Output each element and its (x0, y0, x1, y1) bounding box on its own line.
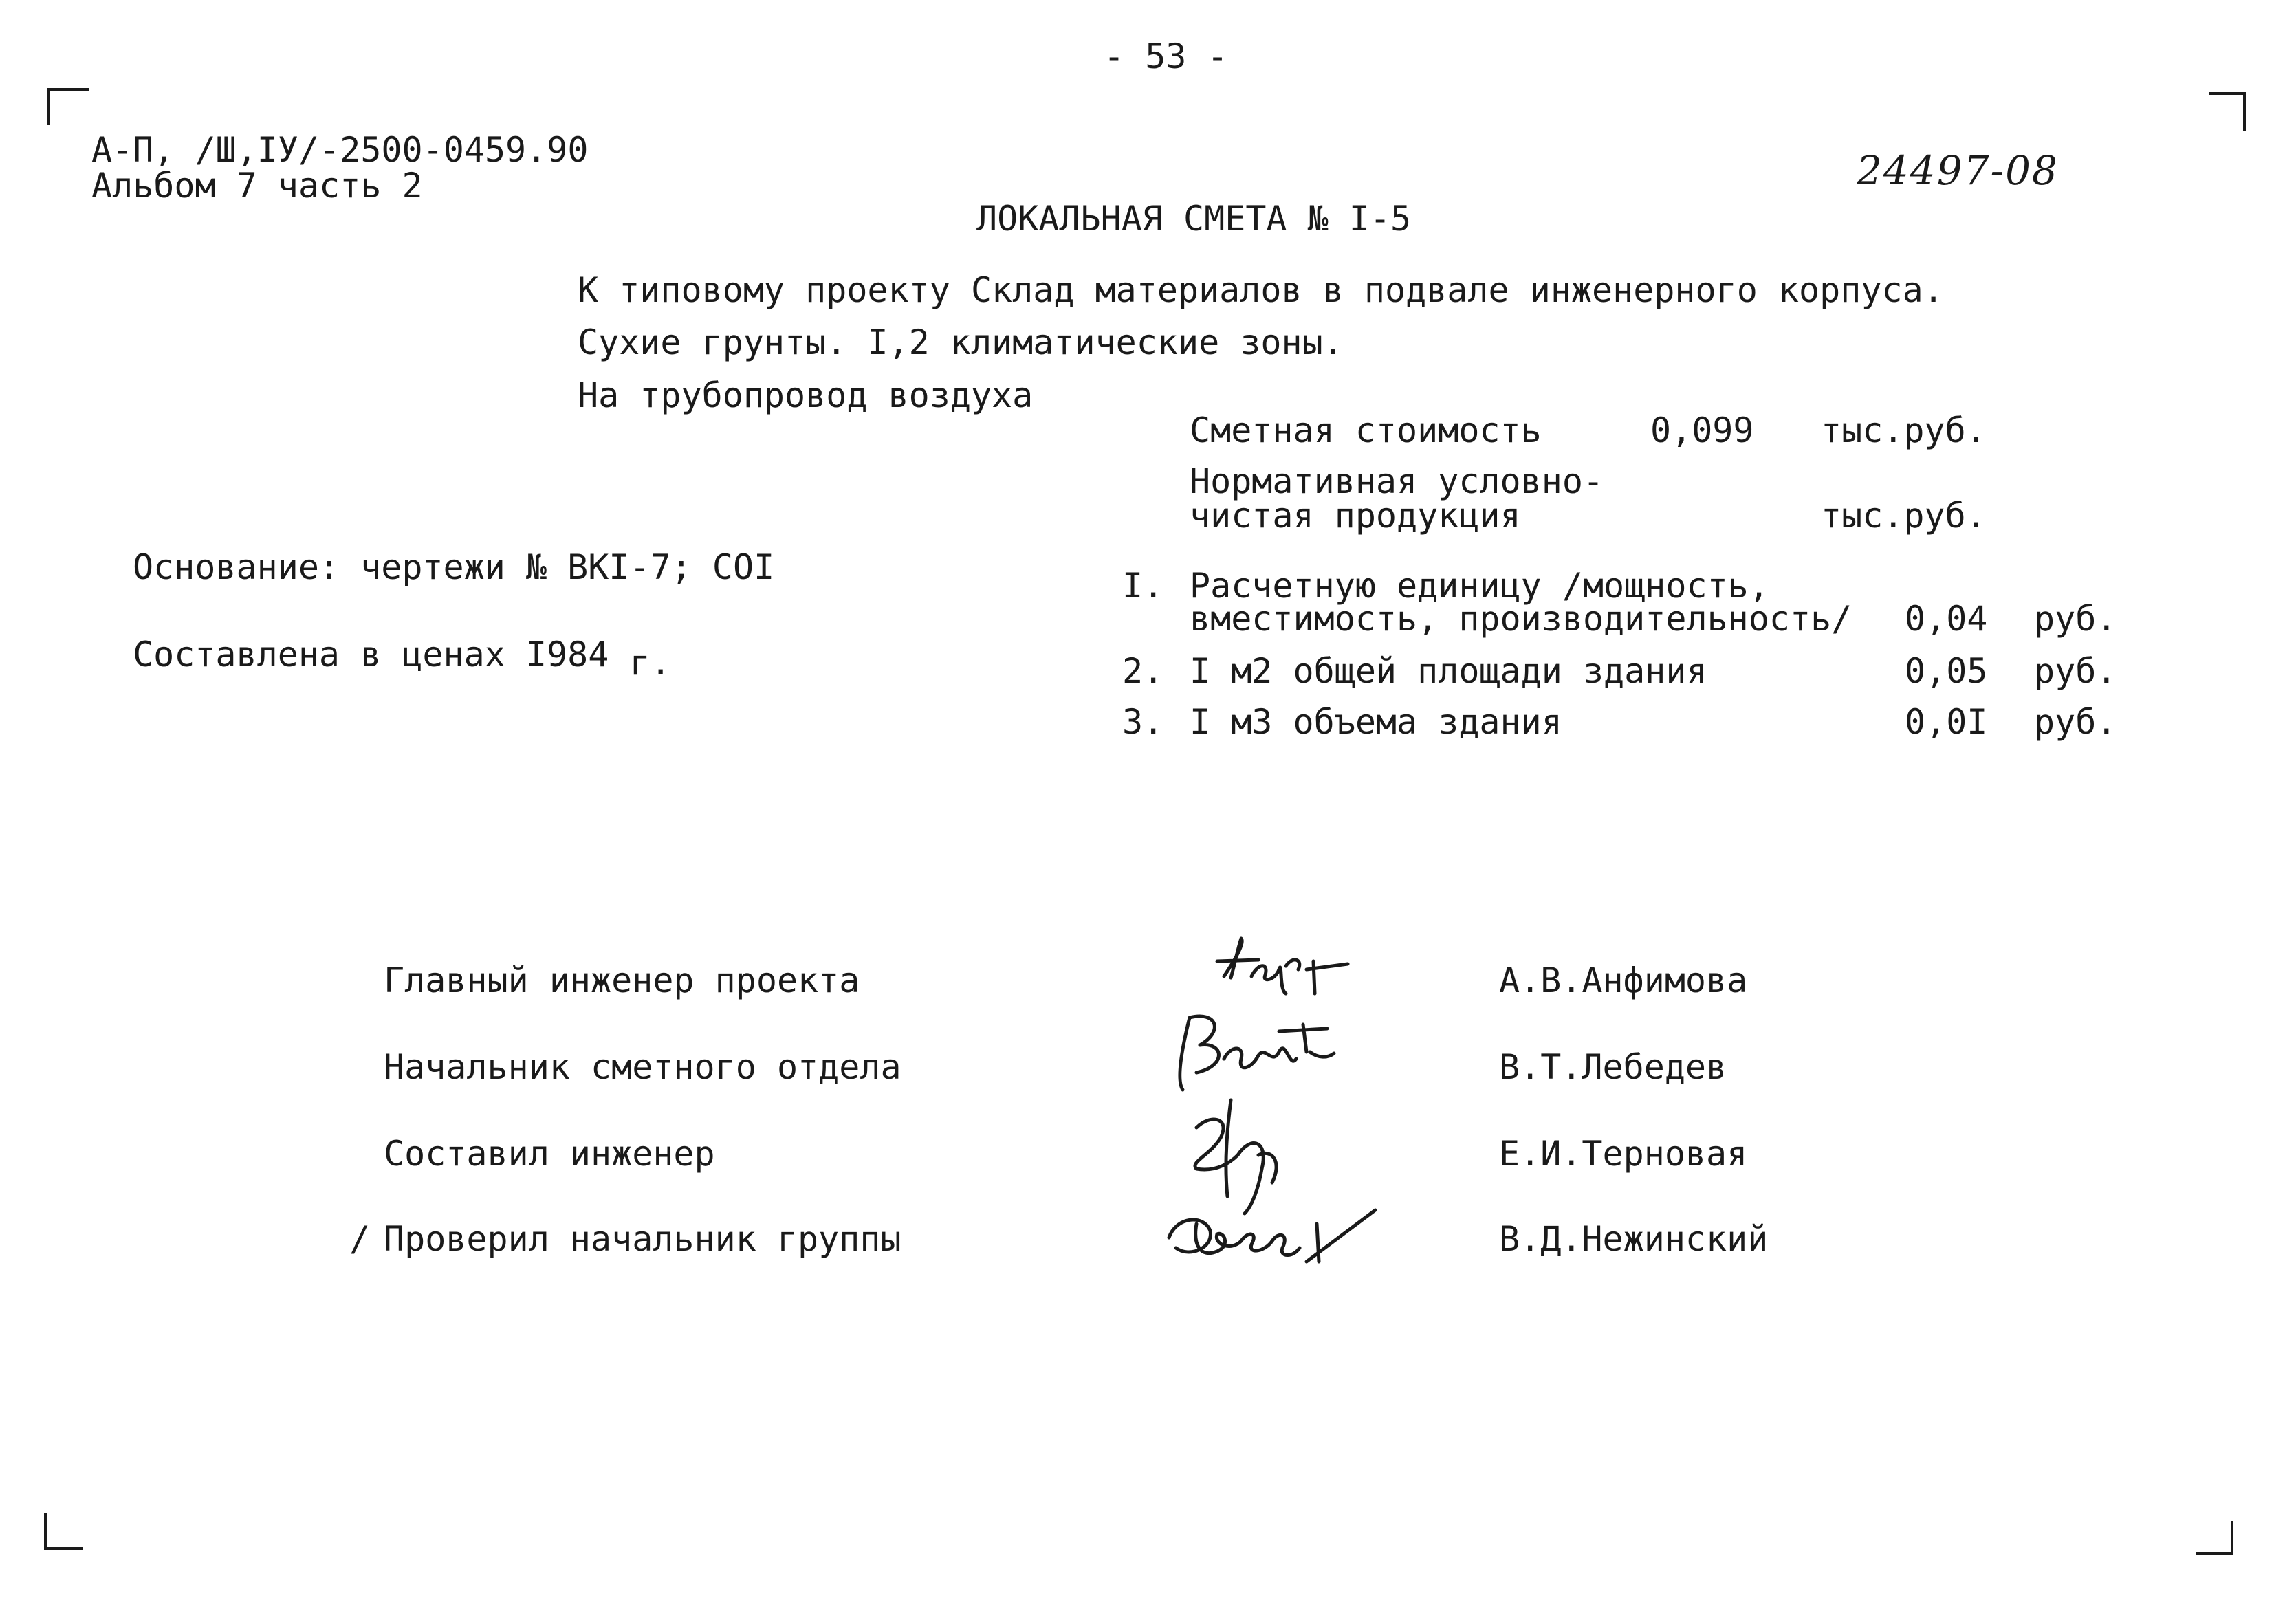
indicator-1-label-line-1: Расчетную единицу /мощность, (1190, 566, 1769, 606)
indicator-1-label-line-2: вместимость, производительность/ (1190, 599, 1852, 639)
handwritten-number: 24497-08 (1857, 147, 2059, 194)
subject-line-2: Сухие грунты. I,2 климатические зоны. (578, 322, 1344, 362)
signature-1 (1210, 928, 1362, 1004)
cost-unit: тыс.руб. (1821, 410, 1987, 450)
album-label: Альбом 7 часть 2 (91, 166, 423, 206)
prices-year: Составлена в ценах I984 (133, 635, 609, 674)
signatory-3-name: Е.И.Терновая (1499, 1134, 1748, 1174)
indicator-1-unit: руб. (2034, 599, 2117, 639)
document-title: ЛОКАЛЬНАЯ СМЕТА № I-5 (976, 199, 1412, 239)
basis-text: Основание: чертежи № ВКI-7; COI (133, 547, 775, 587)
indicator-1-value: 0,04 (1905, 599, 1988, 639)
page-number: - 53 - (1104, 36, 1228, 76)
signatory-1-name: А.В.Анфимова (1499, 961, 1748, 1000)
signatory-2-name: В.Т.Лебедев (1499, 1047, 1727, 1087)
indicator-2-number: 2. (1122, 651, 1164, 691)
signatory-4-role: Проверил начальник группы (384, 1219, 901, 1259)
indicator-2-value: 0,05 (1905, 651, 1988, 691)
prices-suffix: г. (629, 643, 671, 683)
signatory-3-role: Составил инженер (384, 1134, 715, 1174)
corner-mark-top-left (47, 88, 89, 125)
signature-2 (1162, 1004, 1355, 1100)
document-code: А-П, /Ш,IУ/-2500-0459.90 (91, 130, 589, 170)
cost-value: 0,099 (1650, 410, 1754, 450)
subject-line-1: К типовому проекту Склад материалов в подвале инженерного корпуса. (578, 270, 1944, 310)
indicator-1-number: I. (1122, 566, 1164, 606)
normative-label-line-1: Нормативная условно- (1190, 461, 1604, 501)
indicator-3-number: 3. (1122, 702, 1164, 742)
indicator-3-value: 0,0I (1905, 702, 1988, 742)
signatory-1-role: Главный инженер проекта (384, 961, 860, 1000)
corner-mark-top-right (2209, 92, 2246, 131)
normative-unit: тыс.руб. (1821, 496, 1987, 536)
signature-4 (1155, 1183, 1389, 1279)
corner-mark-bottom-left (44, 1513, 83, 1550)
indicator-2-unit: руб. (2034, 651, 2117, 691)
indicator-3-label: I м3 объема здания (1190, 702, 1562, 742)
check-mark: / (349, 1219, 371, 1259)
prices-text (133, 634, 671, 683)
subject-line-3: На трубопровод воздуха (578, 375, 1034, 415)
signatory-2-role: Начальник сметного отдела (384, 1047, 901, 1087)
cost-label: Сметная стоимость (1190, 410, 1542, 450)
signatory-4-name: В.Д.Нежинский (1499, 1219, 1769, 1259)
normative-label-line-2: чистая продукция (1190, 496, 1521, 536)
indicator-3-unit: руб. (2034, 702, 2117, 742)
indicator-2-label: I м2 общей площади здания (1190, 651, 1707, 691)
corner-mark-bottom-right (2196, 1521, 2233, 1555)
